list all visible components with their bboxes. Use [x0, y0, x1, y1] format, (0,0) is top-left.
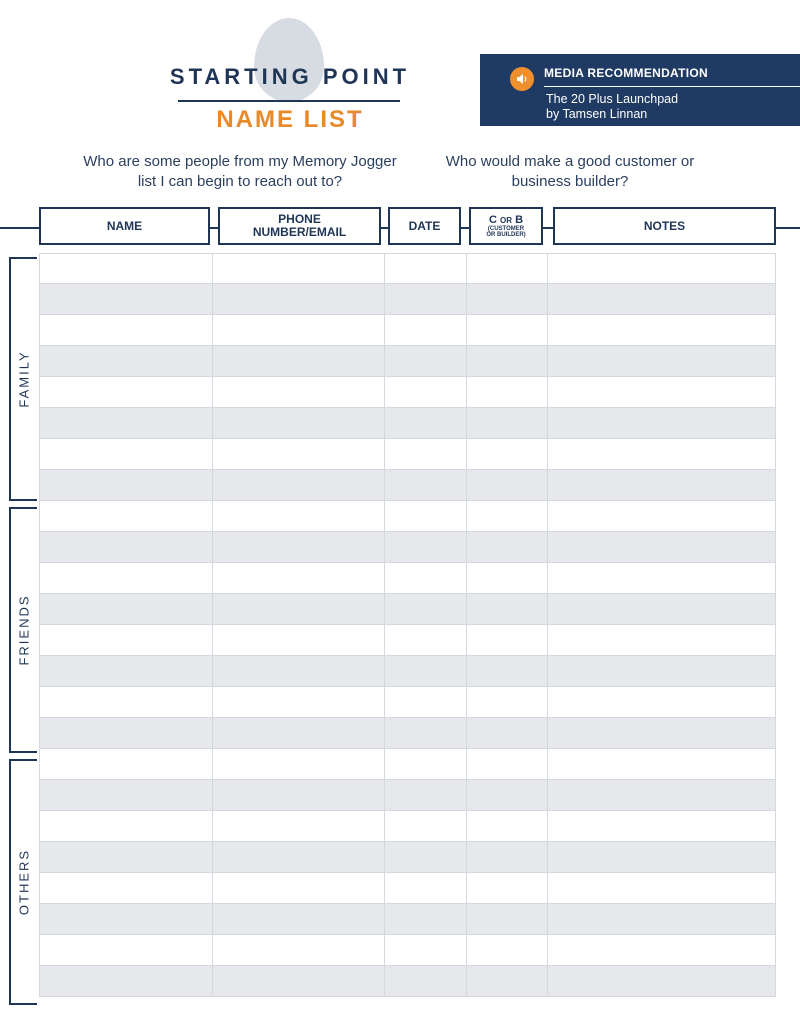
column-header-notes: [553, 207, 776, 245]
date-cell[interactable]: [384, 563, 466, 593]
title-divider: [178, 100, 400, 102]
table-row: [39, 470, 776, 501]
column-header-cb-note-2: OR BUILDER): [486, 231, 526, 238]
customer-builder-cell[interactable]: [466, 656, 547, 686]
column-header-notes-label: NOTES: [643, 218, 686, 233]
speaker-icon: [510, 67, 534, 91]
table-row: [39, 284, 776, 315]
notes-cell[interactable]: [547, 687, 776, 717]
date-cell[interactable]: [384, 315, 466, 345]
table-row: [39, 315, 776, 346]
customer-builder-cell[interactable]: [466, 408, 547, 438]
table-row: [39, 904, 776, 935]
date-cell[interactable]: [384, 935, 466, 965]
name-cell[interactable]: [39, 439, 212, 469]
media-recommendation-banner: [480, 54, 800, 126]
name-cell[interactable]: [39, 594, 212, 624]
notes-cell[interactable]: [547, 780, 776, 810]
notes-cell[interactable]: [547, 563, 776, 593]
name-cell[interactable]: [39, 625, 212, 655]
name-cell[interactable]: [39, 749, 212, 779]
prompt-memory-jogger: Who are some people from my Memory Jogger list I can begin to reach out to?: [83, 153, 397, 190]
notes-cell[interactable]: [547, 842, 776, 872]
date-cell[interactable]: [384, 904, 466, 934]
name-cell[interactable]: [39, 346, 212, 376]
date-cell[interactable]: [384, 749, 466, 779]
section-family: [9, 257, 37, 501]
section-others: [9, 759, 37, 1005]
date-cell[interactable]: [384, 470, 466, 500]
notes-cell[interactable]: [547, 284, 776, 314]
name-cell[interactable]: [39, 935, 212, 965]
notes-cell[interactable]: [547, 873, 776, 903]
table-row: [39, 656, 776, 687]
date-cell[interactable]: [384, 501, 466, 531]
customer-builder-cell[interactable]: [466, 470, 547, 500]
phone-email-cell[interactable]: [212, 377, 384, 407]
date-cell[interactable]: [384, 656, 466, 686]
column-header-date-label: DATE: [408, 218, 441, 233]
customer-builder-cell[interactable]: [466, 749, 547, 779]
date-cell[interactable]: [384, 842, 466, 872]
column-header-phone-line1: PHONE: [278, 212, 321, 226]
column-header-date: [388, 207, 461, 245]
notes-cell[interactable]: [547, 718, 776, 748]
column-header-phone-line2: NUMBER/EMAIL: [252, 225, 347, 239]
phone-email-cell[interactable]: [212, 873, 384, 903]
notes-cell[interactable]: [547, 749, 776, 779]
table-row: [39, 563, 776, 594]
table-row: [39, 532, 776, 563]
customer-builder-cell[interactable]: [466, 532, 547, 562]
customer-builder-cell[interactable]: [466, 439, 547, 469]
name-cell[interactable]: [39, 315, 212, 345]
customer-builder-cell[interactable]: [466, 377, 547, 407]
column-header-name-label: NAME: [106, 218, 143, 233]
phone-email-cell[interactable]: [212, 439, 384, 469]
name-cell[interactable]: [39, 966, 212, 996]
phone-email-cell[interactable]: [212, 966, 384, 996]
notes-cell[interactable]: [547, 315, 776, 345]
table-row: [39, 377, 776, 408]
column-header-phone: [218, 207, 381, 245]
notes-cell[interactable]: [547, 625, 776, 655]
name-cell[interactable]: [39, 532, 212, 562]
table-row: [39, 811, 776, 842]
customer-builder-cell[interactable]: [466, 966, 547, 996]
phone-email-cell[interactable]: [212, 346, 384, 376]
customer-builder-cell[interactable]: [466, 935, 547, 965]
customer-builder-cell[interactable]: [466, 501, 547, 531]
date-cell[interactable]: [384, 532, 466, 562]
name-cell[interactable]: [39, 377, 212, 407]
name-cell[interactable]: [39, 254, 212, 283]
phone-email-cell[interactable]: [212, 687, 384, 717]
name-cell[interactable]: [39, 470, 212, 500]
media-divider: [544, 86, 800, 87]
notes-cell[interactable]: [547, 966, 776, 996]
phone-email-cell[interactable]: [212, 254, 384, 283]
notes-cell[interactable]: [547, 254, 776, 283]
name-cell[interactable]: [39, 842, 212, 872]
name-cell[interactable]: [39, 904, 212, 934]
name-cell[interactable]: [39, 284, 212, 314]
date-cell[interactable]: [384, 687, 466, 717]
phone-email-cell[interactable]: [212, 594, 384, 624]
phone-email-cell[interactable]: [212, 563, 384, 593]
name-cell[interactable]: [39, 656, 212, 686]
customer-builder-cell[interactable]: [466, 284, 547, 314]
customer-builder-cell[interactable]: [466, 842, 547, 872]
column-header-cb-note-1: (CUSTOMER: [487, 225, 525, 232]
notes-cell[interactable]: [547, 656, 776, 686]
table-row: [39, 594, 776, 625]
page-subtitle: NAME LIST: [216, 106, 364, 133]
customer-builder-cell[interactable]: [466, 904, 547, 934]
section-label-family: FAMILY: [16, 350, 32, 408]
table-row: [39, 749, 776, 780]
notes-cell[interactable]: [547, 377, 776, 407]
table-row: [39, 439, 776, 470]
phone-email-cell[interactable]: [212, 935, 384, 965]
section-friends: [9, 507, 37, 753]
phone-email-cell[interactable]: [212, 408, 384, 438]
table-row: [39, 501, 776, 532]
table-row: [39, 842, 776, 873]
notes-cell[interactable]: [547, 408, 776, 438]
header-connector: [774, 227, 800, 229]
media-author: by Tamsen Linnan: [546, 107, 648, 121]
media-title: The 20 Plus Launchpad: [546, 92, 679, 106]
name-cell[interactable]: [39, 687, 212, 717]
customer-builder-cell[interactable]: [466, 563, 547, 593]
date-cell[interactable]: [384, 408, 466, 438]
customer-builder-cell[interactable]: [466, 346, 547, 376]
date-cell[interactable]: [384, 718, 466, 748]
date-cell[interactable]: [384, 284, 466, 314]
notes-cell[interactable]: [547, 904, 776, 934]
media-heading: MEDIA RECOMMENDATION: [544, 66, 708, 80]
customer-builder-cell[interactable]: [466, 780, 547, 810]
table-row: [39, 408, 776, 439]
customer-builder-cell[interactable]: [466, 687, 547, 717]
notes-cell[interactable]: [547, 346, 776, 376]
date-cell[interactable]: [384, 254, 466, 283]
name-cell[interactable]: [39, 811, 212, 841]
phone-email-cell[interactable]: [212, 780, 384, 810]
table-row: [39, 625, 776, 656]
customer-builder-cell[interactable]: [466, 811, 547, 841]
phone-email-cell[interactable]: [212, 470, 384, 500]
name-list-grid: [39, 253, 776, 997]
date-cell[interactable]: [384, 377, 466, 407]
date-cell[interactable]: [384, 780, 466, 810]
table-row: [39, 935, 776, 966]
phone-email-cell[interactable]: [212, 904, 384, 934]
customer-builder-cell[interactable]: [466, 594, 547, 624]
name-cell[interactable]: [39, 780, 212, 810]
date-cell[interactable]: [384, 439, 466, 469]
name-cell[interactable]: [39, 873, 212, 903]
phone-email-cell[interactable]: [212, 842, 384, 872]
prompt-customer-builder: Who would make a good customer or business builder?: [445, 153, 695, 190]
date-cell[interactable]: [384, 594, 466, 624]
column-header-cb-label: C OR B: [488, 213, 524, 226]
customer-builder-cell[interactable]: [466, 315, 547, 345]
phone-email-cell[interactable]: [212, 501, 384, 531]
table-row: [39, 253, 776, 284]
name-cell[interactable]: [39, 408, 212, 438]
table-row: [39, 718, 776, 749]
header-connector: [0, 227, 41, 229]
phone-email-cell[interactable]: [212, 532, 384, 562]
notes-cell[interactable]: [547, 501, 776, 531]
phone-email-cell[interactable]: [212, 749, 384, 779]
phone-email-cell[interactable]: [212, 315, 384, 345]
notes-cell[interactable]: [547, 439, 776, 469]
phone-email-cell[interactable]: [212, 656, 384, 686]
name-cell[interactable]: [39, 718, 212, 748]
customer-builder-cell[interactable]: [466, 873, 547, 903]
phone-email-cell[interactable]: [212, 625, 384, 655]
date-cell[interactable]: [384, 346, 466, 376]
date-cell[interactable]: [384, 811, 466, 841]
customer-builder-cell[interactable]: [466, 718, 547, 748]
phone-email-cell[interactable]: [212, 284, 384, 314]
phone-email-cell[interactable]: [212, 718, 384, 748]
section-label-others: OTHERS: [16, 848, 32, 916]
table-row: [39, 346, 776, 377]
notes-cell[interactable]: [547, 935, 776, 965]
table-row: [39, 687, 776, 718]
section-label-friends: FRIENDS: [16, 594, 32, 666]
customer-builder-cell[interactable]: [466, 625, 547, 655]
phone-email-cell[interactable]: [212, 811, 384, 841]
notes-cell[interactable]: [547, 532, 776, 562]
notes-cell[interactable]: [547, 470, 776, 500]
name-cell[interactable]: [39, 501, 212, 531]
name-cell[interactable]: [39, 563, 212, 593]
page-title: STARTING POINT: [169, 64, 411, 89]
column-header-name: [39, 207, 210, 245]
column-header-customer-or-builder: [469, 207, 543, 245]
notes-cell[interactable]: [547, 594, 776, 624]
date-cell[interactable]: [384, 625, 466, 655]
date-cell[interactable]: [384, 873, 466, 903]
notes-cell[interactable]: [547, 811, 776, 841]
date-cell[interactable]: [384, 966, 466, 996]
table-row: [39, 780, 776, 811]
table-row: [39, 873, 776, 904]
customer-builder-cell[interactable]: [466, 254, 547, 283]
table-row: [39, 966, 776, 997]
